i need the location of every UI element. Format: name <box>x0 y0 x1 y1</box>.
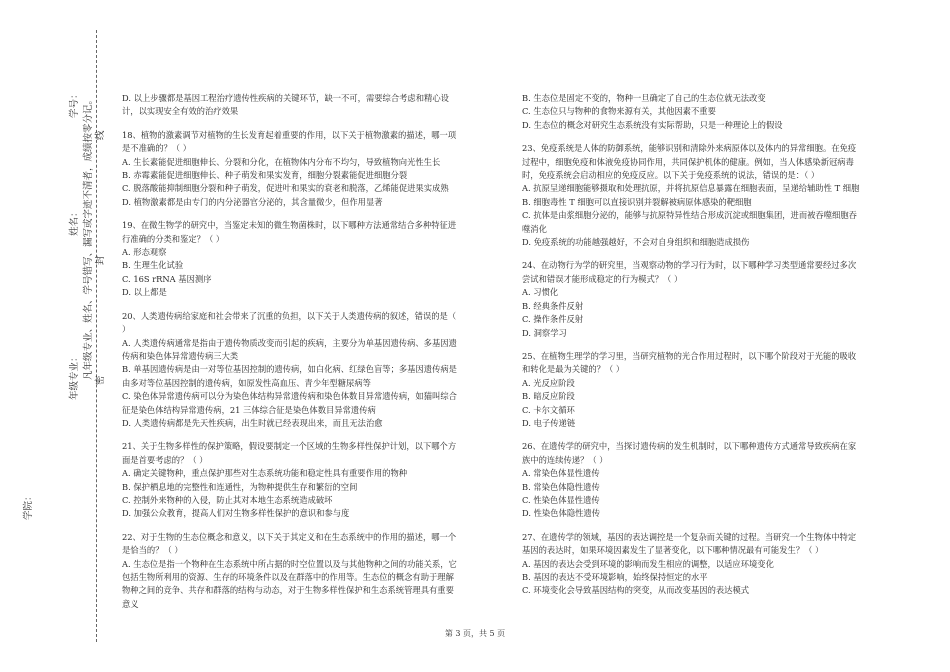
answer-option: A. 常染色体显性遗传 <box>522 468 600 479</box>
question-stem: 20、人类遗传病给家庭和社会带来了沉重的负担，以下关于人类遗传病的叙述，错误的是（ ） <box>122 310 457 335</box>
right-question-column <box>522 92 862 608</box>
question-stem: D. 以上步骤都是基因工程治疗遗传性疾病的关键环节，缺一不可，需要综合考虑和精心设计，以实现安全有效的治疗效果 <box>122 93 449 117</box>
answer-option: C. 脱落酸能抑制细胞分裂和种子萌发，促进叶和果实的衰老和脱落，乙烯能促进果实成熟 <box>122 183 449 194</box>
answer-option: D. 免疫系统的功能越强越好，不会对自身组织和细胞造成损伤 <box>522 237 750 248</box>
answer-option: C. 16S rRNA 基因测序 <box>122 273 212 284</box>
answer-option: C. 染色体异常遗传病可以分为染色体结构异常遗传病和染色体数目异常遗传病，如猫叫综合征是染色体结构异常遗传病，21 三体综合征是染色体数目异常遗传病 <box>122 391 457 415</box>
answer-option: B. 单基因遗传病是由一对等位基因控制的遗传病，如白化病、红绿色盲等；多基因遗传病是由多对等位基因控制的遗传病，如原发性高血压、青少年型糖尿病等 <box>122 364 457 388</box>
question-stem: 23、免疫系统是人体的防御系统，能够识别和清除外来病原体以及体内的异常细胞。在免疫过程中，细胞免疫和体液免疫协同作用，共同保护机体的健康。例如，当人体感染新冠病毒时，免疫系统会启动相应的免疫反应。以下关于免疫系统的说法，错误的是：（ ） <box>522 143 857 181</box>
answer-option: A. 生长素能促进细胞伸长、分裂和分化，在植物体内分布不均匀，导致植物向光性生长 <box>122 156 441 167</box>
answer-option: C. 性染色体显性遗传 <box>522 494 600 505</box>
answer-option: A. 基因的表达会受到环境的影响而发生相应的调整，以适应环境变化 <box>522 558 774 569</box>
answer-option: B. 生态位是固定不变的，物种一旦确定了自己的生态位就无法改变 <box>522 93 766 103</box>
answer-option: D. 性染色体隐性遗传 <box>522 508 601 519</box>
answer-option: B. 经典条件反射 <box>522 300 584 311</box>
binding-margin <box>0 0 110 672</box>
answer-option: C. 卡尔文循环 <box>522 404 575 415</box>
answer-option: B. 生理生化试验 <box>122 260 184 271</box>
question-stem: 18、植物的激素调节对植物的生长发育起着重要的作用，以下关于植物激素的描述，哪一项是不准确的？（ ） <box>122 129 457 154</box>
answer-option: A. 习惯化 <box>522 287 559 298</box>
question-block <box>122 310 462 431</box>
question-block <box>522 142 862 249</box>
answer-option: A. 生态位是指一个物种在生态系统中所占据的时空位置以及与其他物种之间的功能关系，它包括生物所利用的资源、生存的环境条件以及在群落中的作用等。生态位的概念有助于理解物种之间的竞争、共存和群落的结构与动态，对于生物多样性保护和生态系统管理具有重要意义 <box>122 558 457 609</box>
answer-option: D. 植物激素都是由专门的内分泌器官分泌的，其含量微少，但作用显著 <box>122 196 383 207</box>
question-stem: 25、在植物生理学的学习里，当研究植物的光合作用过程时，以下哪个阶段对于光能的吸收和转化是最为关键的？（ ） <box>522 350 857 375</box>
question-stem: 27、在遗传学的领域，基因的表达调控是一个复杂而关键的过程。当研究一个生物体中特定基因的表达时，如果环境因素发生了显著变化，以下哪种情况最有可能发生？（ ） <box>522 531 857 556</box>
answer-option: C. 控制外来物种的入侵，防止其对本地生态系统造成破坏 <box>122 494 333 505</box>
answer-option: D. 加强公众教育，提高人们对生物多样性保护的意识和参与度 <box>122 508 350 519</box>
answer-option: D. 人类遗传病都是先天性疾病，出生时就已经表现出来，而且无法治愈 <box>122 417 383 428</box>
answer-option: A. 人类遗传病通常是指由于遗传物质改变而引起的疾病，主要分为单基因遗传病、多基因遗传病和染色体异常遗传病三大类 <box>122 337 457 361</box>
question-block <box>122 219 462 299</box>
question-stem: 22、对于生物的生态位概念和意义，以下关于其定义和在生态系统中的作用的描述，哪一个是恰当的？（ ） <box>122 531 457 556</box>
page-footer: 第 3 页，共 5 页 <box>444 629 506 638</box>
question-block <box>122 531 462 611</box>
answer-option: A. 形态观察 <box>122 247 167 258</box>
question-stem: 21、关于生物多样性的保护策略，假设要制定一个区域的生物多样性保护计划，以下哪个方面是首要考虑的？（ ） <box>122 441 457 465</box>
answer-option: A. 确定关键物种，重点保护那些对生态系统功能和稳定性具有重要作用的物种 <box>122 468 408 479</box>
notice-text: 凡年级专业、姓名、学号错写、漏写或字迹不清者，成绩按零分记。 <box>83 94 94 380</box>
answer-option: C. 操作条件反射 <box>522 314 584 325</box>
question-stem: 19、在微生物学的研究中，当鉴定未知的微生物菌株时，以下哪种方法通常结合多种特征进行准确的分类和鉴定？（ ） <box>122 220 457 244</box>
answer-option: A. 抗原呈递细胞能够摄取和处理抗原，并将抗原信息暴露在细胞表面，呈递给辅助性 T 细胞 <box>522 183 860 194</box>
answer-option: B. 暗反应阶段 <box>522 391 575 402</box>
question-block <box>522 350 862 430</box>
answer-option: D. 以上都是 <box>122 287 167 298</box>
student-id-label: 学号： <box>69 89 80 118</box>
question-block <box>122 129 462 209</box>
answer-option: B. 细胞毒性 T 细胞可以直接识别并裂解被病原体感染的靶细胞 <box>522 196 752 207</box>
question-block <box>522 92 862 132</box>
answer-option: B. 基因的表达不受环境影响，始终保持恒定的水平 <box>522 572 708 582</box>
question-block <box>122 440 462 520</box>
left-question-column <box>122 92 462 621</box>
answer-option: C. 环境变化会导致基因结构的突变，从而改变基因的表达模式 <box>522 585 750 596</box>
question-stem: 26、在遗传学的研究中，当探讨遗传病的发生机制时，以下哪种遗传方式通常导致疾病在家族中的连续传递？（ ） <box>522 441 857 465</box>
answer-option: A. 光反应阶段 <box>522 377 575 388</box>
answer-option: C. 抗体是由浆细胞分泌的，能够与抗原特异性结合形成沉淀或细胞集团，进而被吞噬细胞吞噬消化 <box>522 210 857 234</box>
answer-option: B. 常染色体隐性遗传 <box>522 481 600 492</box>
seal-mark-line: 线 <box>95 130 106 140</box>
question-block <box>522 259 862 339</box>
seal-mark-close: 密 <box>95 375 106 385</box>
answer-option: D. 电子传递链 <box>522 417 576 428</box>
question-block <box>522 531 862 598</box>
answer-option: D. 生态位的概念对研究生态系统没有实际帮助，只是一种理论上的假设 <box>522 119 783 130</box>
seal-mark-seal: 封 <box>95 255 106 265</box>
question-stem: 24、在动物行为学的研究里，当观察动物的学习行为时，以下哪种学习类型通常要经过多次尝试和错误才能形成稳定的行为模式？（ ） <box>522 260 857 284</box>
answer-option: D. 洞察学习 <box>522 327 567 338</box>
question-block <box>522 440 862 520</box>
answer-option: C. 生态位只与物种的食物来源有关，其他因素不重要 <box>522 106 716 117</box>
school-label: 学院： <box>23 491 34 520</box>
name-label: 姓名： <box>69 207 80 236</box>
question-block <box>122 92 462 119</box>
answer-option: B. 保护栖息地的完整性和连通性，为物种提供生存和繁衍的空间 <box>122 481 358 492</box>
seal-dashed-line <box>96 30 97 642</box>
grade-major-label: 年级专业： <box>69 352 80 400</box>
answer-option: B. 赤霉素能促进细胞伸长、种子萌发和果实发育，细胞分裂素能促进细胞分裂 <box>122 170 408 181</box>
